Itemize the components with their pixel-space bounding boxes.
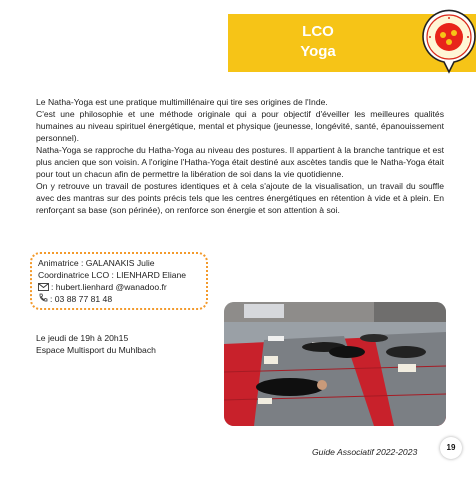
- schedule-time: Le jeudi de 19h à 20h15: [36, 333, 129, 343]
- email-line[interactable]: [38, 281, 167, 294]
- lco-logo-icon: [420, 6, 476, 80]
- page-subtitle: Yoga: [300, 43, 336, 60]
- page-number: 19: [440, 437, 462, 459]
- paragraph: Le Natha-Yoga est une pratique multimillénaire qui tire ses origines de l'Inde.: [36, 97, 328, 107]
- phone-icon: [38, 293, 48, 306]
- description-text: [36, 96, 444, 216]
- coordinatrice-text: Coordinatrice LCO : LIENHARD Eliane: [38, 270, 187, 280]
- schedule-place: Espace Multisport du Muhlbach: [36, 345, 156, 355]
- envelope-icon: [38, 282, 49, 294]
- yoga-class-photo: [224, 302, 446, 426]
- email-text[interactable]: : hubert.lienhard @wanadoo.fr: [51, 282, 167, 292]
- animatrice-text: Animatrice : GALANAKIS Julie: [38, 258, 155, 268]
- guide-label: Guide Associatif 2022-2023: [312, 447, 418, 457]
- page-title: LCO: [302, 23, 334, 40]
- paragraph: C'est une philosophie et une méthode originale qui a pour objectif d'éveiller les meilleures qualités humaines au niveau spirituel énergétique, mental et physique (jeunesse, longévité, santé, épanouissement personnel).: [36, 109, 444, 143]
- paragraph: On y retrouve un travail de postures identiques et à cela s'ajoute de la visualisation, un travail du souffle avec des mantras sur des points précis tels que les centres énergétiques en rétention à vide et à plein. En renforçant sa base (son périnée), on renforce son énergie et son attention à soi.: [36, 181, 444, 215]
- phone-text[interactable]: : 03 88 77 81 48: [50, 294, 113, 304]
- paragraph: Natha-Yoga se rapproche du Hatha-Yoga au niveau des postures. Il appartient à la branche tantrique et est plus ancien que son voisin. A l'origine l'Hatha-Yoga était destiné aux ascètes tandis que le Natha-Yoga était pour tout un chacun afin de permettre la libération de soi dans la vie quotidienne.: [36, 145, 444, 179]
- phone-line[interactable]: [38, 293, 112, 306]
